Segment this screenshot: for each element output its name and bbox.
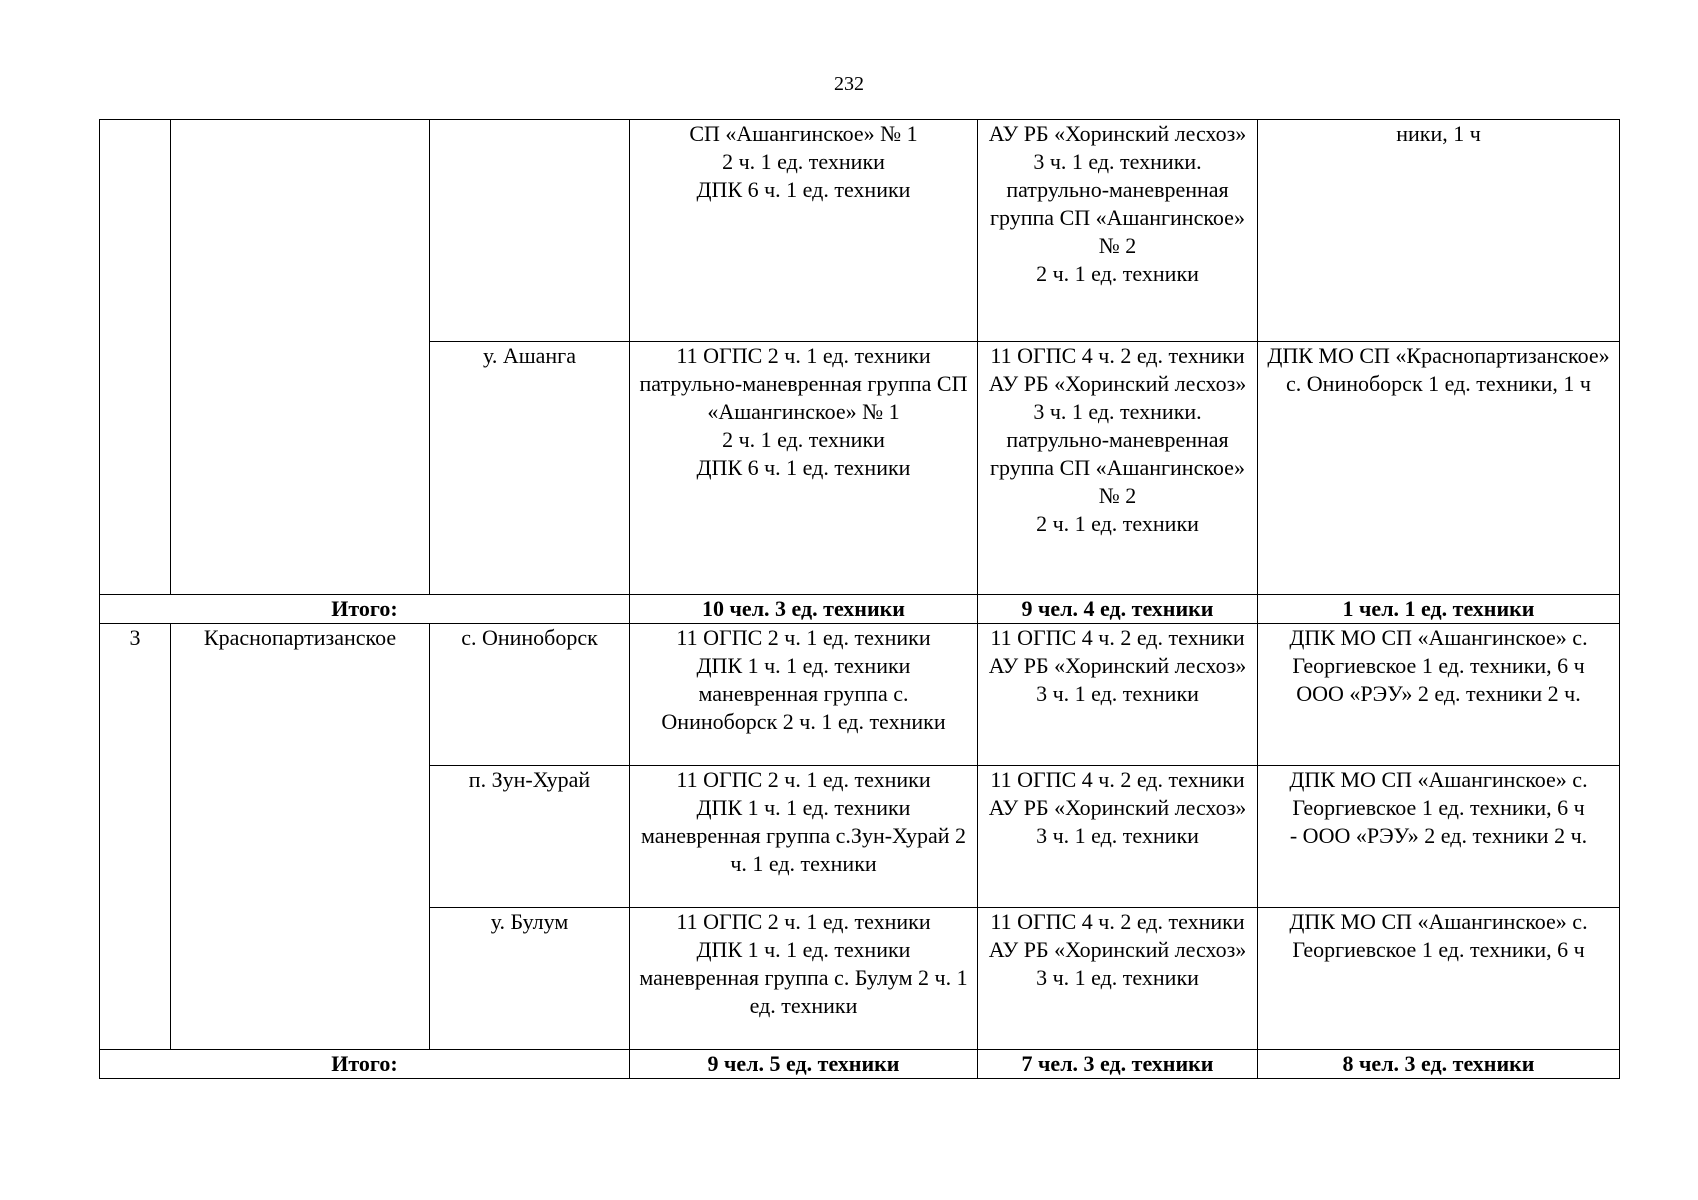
forces-table [99,119,1620,1079]
row-number-cell: 3 [100,624,171,1050]
forces-tertiary-cell: ДПК МО СП «Ашангинское» с. Георгиевское 1 ед. техники, 6 ч - ООО «РЭУ» 2 ед. техники 2 ч. [1258,766,1620,908]
forces-tertiary-cell: ДПК МО СП «Ашангинское» с. Георгиевское 1 ед. техники, 6 ч ООО «РЭУ» 2 ед. техники 2 ч. [1258,624,1620,766]
total-secondary: 7 чел. 3 ед. техники [978,1050,1258,1079]
locality-cell [430,120,630,342]
settlement-cell: Краснопартизанское [171,624,430,1050]
total-secondary: 9 чел. 4 ед. техники [978,595,1258,624]
forces-secondary-cell: 11 ОГПС 4 ч. 2 ед. техники АУ РБ «Хоринский лесхоз» 3 ч. 1 ед. техники [978,624,1258,766]
locality-cell: у. Ашанга [430,342,630,595]
locality-cell: с. Ониноборск [430,624,630,766]
forces-primary-cell: 11 ОГПС 2 ч. 1 ед. техники ДПК 1 ч. 1 ед. техники маневренная группа с.Зун-Хурай 2 ч. 1 ед. техники [630,766,978,908]
locality-cell: у. Булум [430,908,630,1050]
total-primary: 9 чел. 5 ед. техники [630,1050,978,1079]
total-label: Итого: [100,595,630,624]
total-tertiary: 1 чел. 1 ед. техники [1258,595,1620,624]
settlement-cell [171,120,430,595]
forces-primary-cell: 11 ОГПС 2 ч. 1 ед. техники патрульно-маневренная группа СП «Ашангинское» № 1 2 ч. 1 ед. техники ДПК 6 ч. 1 ед. техники [630,342,978,595]
total-row [100,595,1620,624]
total-row [100,1050,1620,1079]
forces-tertiary-cell: ДПК МО СП «Ашангинское» с. Георгиевское 1 ед. техники, 6 ч [1258,908,1620,1050]
table-row [100,624,1620,766]
total-label: Итого: [100,1050,630,1079]
forces-primary-cell: 11 ОГПС 2 ч. 1 ед. техники ДПК 1 ч. 1 ед. техники маневренная группа с. Булум 2 ч. 1 ед. техники [630,908,978,1050]
forces-secondary-cell: 11 ОГПС 4 ч. 2 ед. техники АУ РБ «Хоринский лесхоз» 3 ч. 1 ед. техники [978,908,1258,1050]
row-number-cell [100,120,171,595]
total-tertiary: 8 чел. 3 ед. техники [1258,1050,1620,1079]
forces-secondary-cell: 11 ОГПС 4 ч. 2 ед. техники АУ РБ «Хоринский лесхоз» 3 ч. 1 ед. техники. патрульно-маневренная группа СП «Ашангинское» № 2 2 ч. 1 ед. техники [978,342,1258,595]
forces-tertiary-cell: ники, 1 ч [1258,120,1620,342]
forces-secondary-cell: АУ РБ «Хоринский лесхоз» 3 ч. 1 ед. техники. патрульно-маневренная группа СП «Ашангинское» № 2 2 ч. 1 ед. техники [978,120,1258,342]
page-number: 232 [834,73,864,95]
locality-cell: п. Зун-Хурай [430,766,630,908]
forces-primary-cell: СП «Ашангинское» № 1 2 ч. 1 ед. техники ДПК 6 ч. 1 ед. техники [630,120,978,342]
forces-tertiary-cell: ДПК МО СП «Краснопартизанское» с. Ониноборск 1 ед. техники, 1 ч [1258,342,1620,595]
table-row [100,120,1620,342]
total-primary: 10 чел. 3 ед. техники [630,595,978,624]
forces-secondary-cell: 11 ОГПС 4 ч. 2 ед. техники АУ РБ «Хоринский лесхоз» 3 ч. 1 ед. техники [978,766,1258,908]
forces-primary-cell: 11 ОГПС 2 ч. 1 ед. техники ДПК 1 ч. 1 ед. техники маневренная группа с. Ониноборск 2 ч. 1 ед. техники [630,624,978,766]
